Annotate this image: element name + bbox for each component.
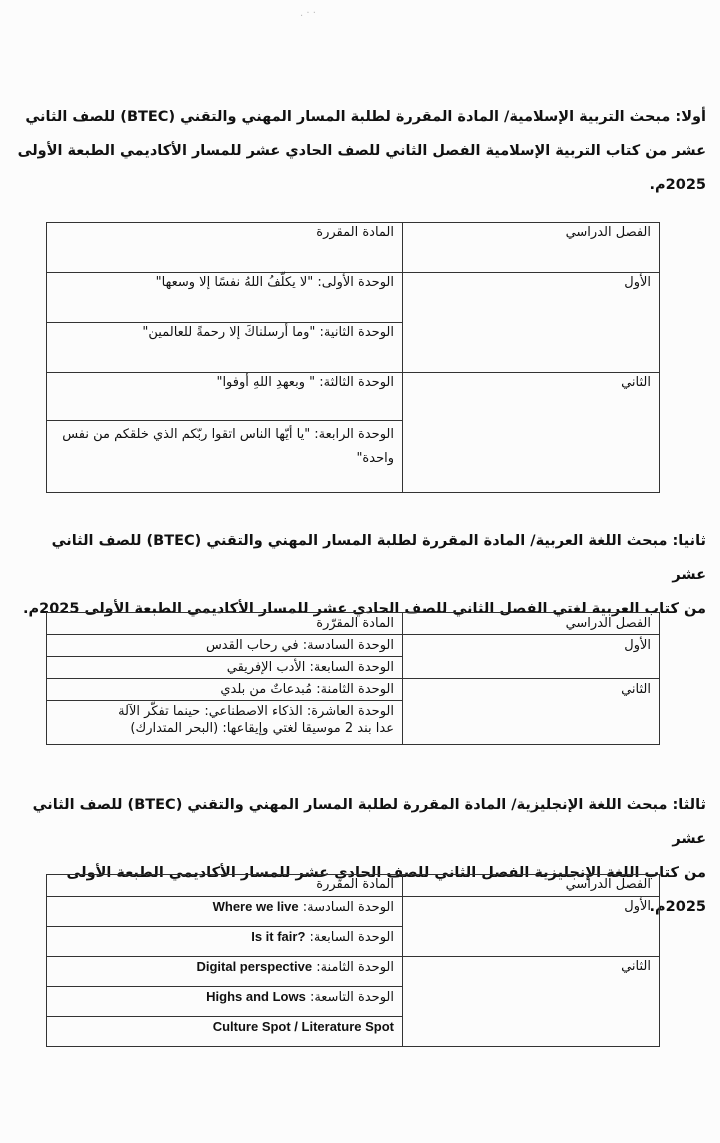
s3-unit-4 (47, 987, 403, 1017)
s1-col-semester: الفصل الدراسي (403, 223, 660, 273)
section2-heading (16, 524, 706, 626)
s3-unit-4-title: Highs and Lows (206, 989, 306, 1004)
s2-unit-4-line1: الوحدة العاشرة: الذكاء الاصطناعي: حينما تفكّر الآلة (118, 704, 394, 719)
s3-col-semester: الفصل الدراسي (403, 875, 660, 897)
section1-line1: أولا: مبحث التربية الإسلامية/ المادة المقررة لطلبة المسار المهني والتقني (BTEC) للصف الثاني (25, 109, 706, 125)
s1-unit-3: الوحدة الثالثة: " وبعهدِ اللهِ أوفوا" (47, 373, 403, 421)
s3-unit-5 (47, 1017, 403, 1047)
s1-unit-4-line2: واحدة" (356, 451, 394, 466)
s3-unit-1-label: الوحدة السادسة: (302, 900, 394, 915)
section3-table (46, 874, 660, 1047)
section3-line1: ثالثا: مبحث اللغة الإنجليزية/ المادة المقررة لطلبة المسار المهني والتقني (BTEC) للصف الثاني عشر (32, 797, 706, 847)
section2-line2: من كتاب العربية لغتي الفصل الثاني للصف الحادي عشر للمسار الأكاديمي الطبعة الأولى 2025م. (22, 601, 706, 617)
s1-semester-first: الأول (403, 273, 660, 373)
section2-table (46, 612, 660, 745)
s1-unit-2: الوحدة الثانية: "وما أرسلناكَ إلا رحمةً للعالمين" (47, 323, 403, 373)
s1-unit-4-line1: الوحدة الرابعة: "يا أيّها الناس اتقوا ربّكم الذي خلقكم من نفس (62, 427, 394, 442)
s3-unit-2-label: الوحدة السابعة: (309, 930, 394, 945)
section1-table (46, 222, 660, 493)
s3-unit-3 (47, 957, 403, 987)
s2-semester-second: الثاني (403, 679, 660, 745)
s2-unit-4-line2: عدا بند 2 موسيقا لغتي وإيقاعها: (البحر المتدارك) (130, 721, 394, 736)
s3-unit-5-title: Culture Spot / Literature Spot (212, 1019, 394, 1034)
s3-unit-1 (47, 897, 403, 927)
section1-line3: 2025م. (649, 177, 706, 193)
section1-heading (16, 100, 706, 202)
s3-unit-1-title: Where we live (212, 899, 299, 914)
s3-unit-2 (47, 927, 403, 957)
s1-unit-4 (47, 421, 403, 493)
s3-col-material: المادة المقررة (47, 875, 403, 897)
s3-unit-3-label: الوحدة الثامنة: (316, 960, 394, 975)
section3-line2: من كتاب اللغة الإنجليزية الفصل الثاني للصف الحادي عشر للمسار الأكاديمي الطبعة الأولى 2025م. (66, 865, 706, 915)
s3-unit-2-title: Is it fair? (251, 929, 306, 944)
section1-line2: عشر من كتاب التربية الإسلامية الفصل الثاني للصف الحادي عشر للمسار الأكاديمي الطبعة الأولى (17, 143, 706, 159)
s1-unit-1: الوحدة الأولى: "لا يكلّفُ اللهُ نفسًا إلا وسعها" (47, 273, 403, 323)
s2-unit-3: الوحدة الثامنة: مُبدعاتٌ من بلدي (47, 679, 403, 701)
s2-semester-first: الأول (403, 635, 660, 679)
s3-unit-3-title: Digital perspective (196, 959, 313, 974)
s3-unit-4-label: الوحدة التاسعة: (309, 990, 394, 1005)
s1-col-material: المادة المقررة (47, 223, 403, 273)
scan-smudge: . · · (300, 8, 316, 19)
s2-col-semester: الفصل الدراسي (403, 613, 660, 635)
s2-unit-1: الوحدة السادسة: في رحاب القدس (47, 635, 403, 657)
s2-unit-2: الوحدة السابعة: الأدب الإفريقي (47, 657, 403, 679)
s3-semester-second: الثاني (403, 957, 660, 1047)
s2-unit-4 (47, 701, 403, 745)
section2-line1: ثانيا: مبحث اللغة العربية/ المادة المقررة لطلبة المسار المهني والتقني (BTEC) للصف الثاني عشر (51, 533, 706, 583)
s2-col-material: المادة المقرّرة (47, 613, 403, 635)
s3-semester-first: الأول (403, 897, 660, 957)
s1-semester-second: الثاني (403, 373, 660, 493)
